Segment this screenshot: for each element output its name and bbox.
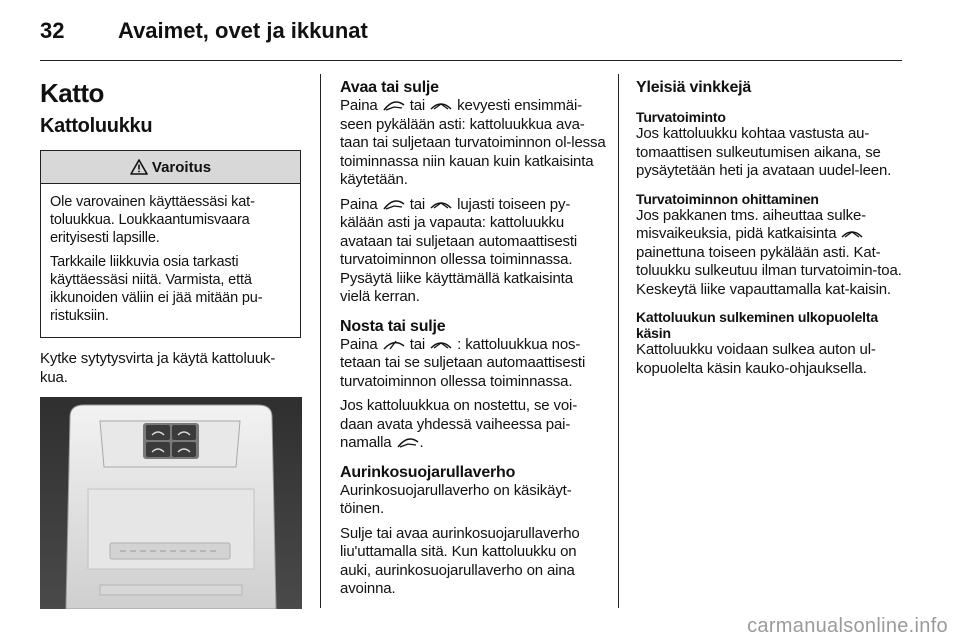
warning-box xyxy=(40,150,301,338)
paragraph: Paina tai lujasti toiseen py-kälään asti ja vapauta: kattoluukku avataan tai suljetaan automaattisesti turvatoiminnon ollessa toiminnassa. Pysäytä liike käyttämällä katkaisinta vielä kerran. xyxy=(340,195,578,305)
page-number: 32 xyxy=(40,18,65,43)
warning-triangle-icon xyxy=(130,159,148,175)
paragraph: Jos kattoluukku kohtaa vastusta au-tomaattisen sulkeutumisen aikana, se pysäytetään heti ja avataan uudel-leen. xyxy=(636,125,892,179)
sunroof-close-icon xyxy=(429,338,453,351)
column-middle xyxy=(340,78,606,605)
intro-text: Kytke sytytysvirta ja käytä kattoluuk-kua. xyxy=(40,350,276,386)
header-rule xyxy=(40,60,902,61)
subsection-title: Aurinkosuojarullaverho xyxy=(340,463,516,481)
section-subtitle: Kattoluukku xyxy=(40,115,153,137)
paragraph: Sulje tai avaa aurinkosuojarullaverho liu'uttamalla sitä. Kun kattoluukku on auki, aurinkosuojarullaverho on aina avoinna. xyxy=(340,524,580,597)
subsection-title: Yleisiä vinkkejä xyxy=(636,79,752,96)
warning-header xyxy=(41,151,300,184)
paragraph: Kattoluukku voidaan sulkea auton ul-kopuolelta käsin kauko-ohjauksella. xyxy=(636,341,876,377)
column-divider xyxy=(320,74,321,608)
page-header xyxy=(40,18,920,54)
sunroof-tilt-icon xyxy=(382,338,406,351)
warning-label: Varoitus xyxy=(151,158,212,176)
chapter-title: Avaimet, ovet ja ikkunat xyxy=(118,18,368,43)
paragraph: Paina tai : kattoluukkua nos-tetaan tai se suljetaan automaattisesti turvatoiminnon ollessa toiminnassa. xyxy=(340,335,586,390)
column-left xyxy=(40,74,302,609)
subsection-title: Avaa tai sulje xyxy=(340,79,439,96)
sunroof-control-photo xyxy=(40,397,302,609)
tip-title: Turvatoiminnon ohittaminen xyxy=(636,190,819,207)
sunroof-open-icon xyxy=(382,198,406,211)
sunroof-close-icon xyxy=(429,99,453,112)
column-right xyxy=(636,78,902,384)
paragraph: Aurinkosuojarullaverho on käsikäyt-töinen. xyxy=(340,481,572,517)
subsection-title: Nosta tai sulje xyxy=(340,317,446,335)
warning-text: Ole varovainen käyttäessäsi kat-toluukkua. Loukkaantumisvaara erityisesti lapsille. xyxy=(50,194,255,246)
sunroof-open-icon xyxy=(396,436,420,449)
warning-text: Tarkkaile liikkuvia osia tarkasti käyttäessäsi niitä. Varmista, että ikkunoiden väliin ei jää mitään pu-ristuksiin. xyxy=(50,254,263,324)
tip-title: Kattoluukun sulkeminen ulkopuolelta käsin xyxy=(636,309,878,341)
column-divider xyxy=(618,74,619,608)
section-title: Katto xyxy=(40,78,104,108)
sunroof-close-icon xyxy=(840,227,864,240)
paragraph: Jos pakkanen tms. aiheuttaa sulke-misvaikeuksia, pidä katkaisinta painettuna toiseen pykälään asti. Kat-toluukku sulkeutuu ilman turvatoimin-toa. Keskeytä liike vapauttamalla kat-kaisin. xyxy=(636,206,902,298)
watermark: carmanualsonline.info xyxy=(747,615,948,637)
sunroof-open-icon xyxy=(382,99,406,112)
tip-title: Turvatoiminto xyxy=(636,109,726,125)
paragraph: Jos kattoluukkua on nostettu, se voi-daan avata yhdessä vaiheessa pai-namalla . xyxy=(340,397,578,451)
sunroof-close-icon xyxy=(429,198,453,211)
warning-body xyxy=(41,184,300,337)
paragraph: Paina tai kevyesti ensimmäi-seen pykälään asti: kattoluukkua ava-taan tai suljetaan turvatoiminnon ol-lessa toiminnassa niin kauan kuin katkaisinta käytetään. xyxy=(340,97,606,188)
sunroof-console-illustration xyxy=(40,397,302,609)
